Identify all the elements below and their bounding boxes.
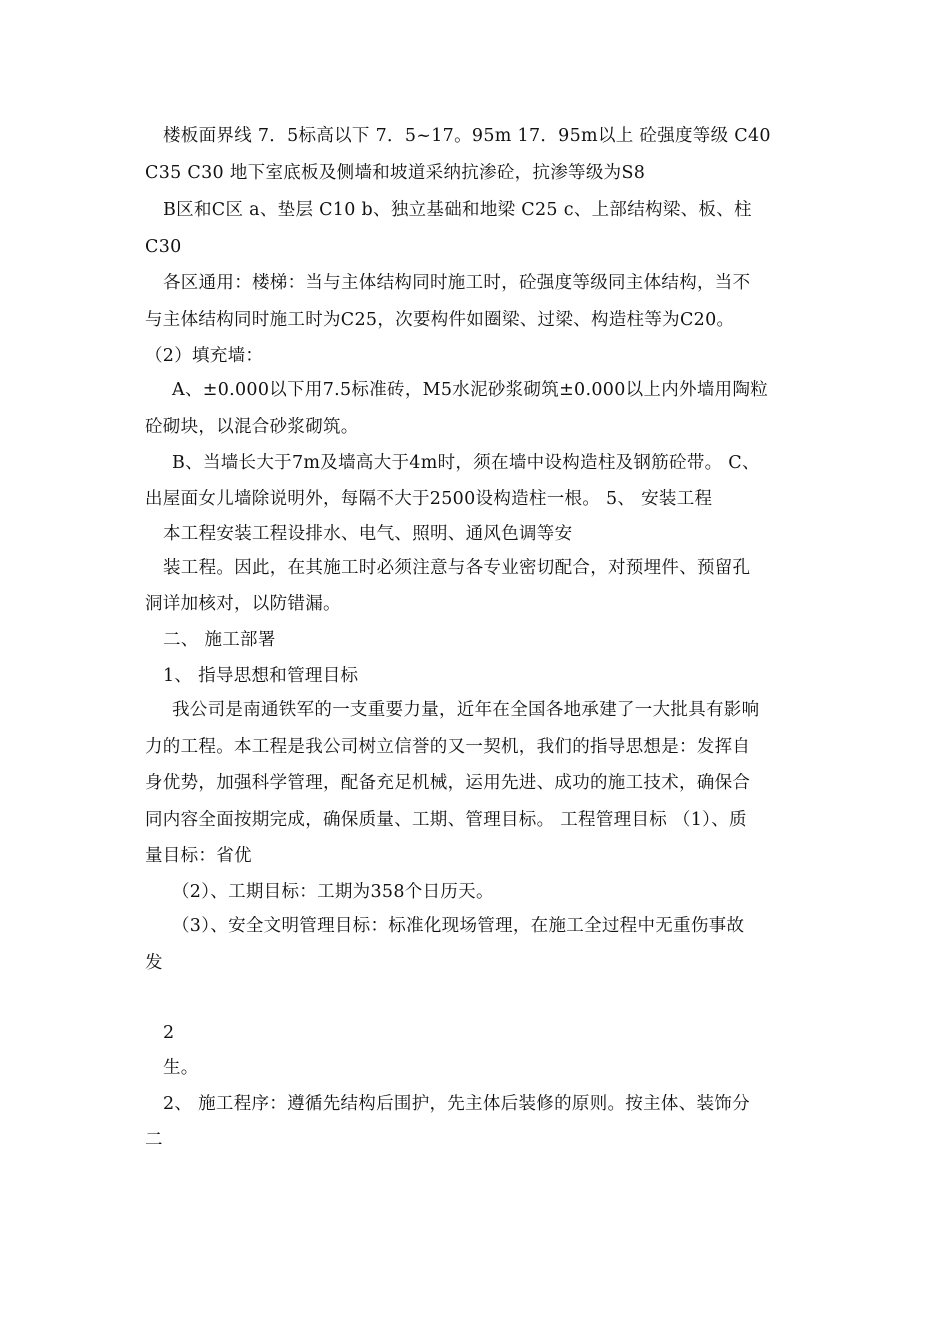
- text-line: 我公司是南通铁军的一支重要力量，近年在全国各地承建了一大批具有影响: [172, 700, 760, 720]
- text-line: 力的工程。本工程是我公司树立信誉的又一契机，我们的指导思想是：发挥自: [145, 737, 751, 757]
- text-line: （2）、工期目标：工期为358个日历天。: [172, 882, 494, 902]
- text-line: C35 C30 地下室底板及侧墙和坡道采纳抗渗砼，抗渗等级为S8: [145, 163, 646, 183]
- text-line: C30: [145, 237, 182, 257]
- text-line: 身优势，加强科学管理，配备充足机械，运用先进、成功的施工技术，确保合: [145, 773, 751, 793]
- text-line: （3）、安全文明管理目标：标准化现场管理，在施工全过程中无重伤事故: [172, 916, 745, 936]
- text-line: 砼砌块，以混合砂浆砌筑。: [145, 417, 359, 437]
- page-number: 2: [163, 1023, 175, 1043]
- text-line: 楼板面界线 7．5标高以下 7．5~17。95m 17．95m以上 砼强度等级 C40: [163, 126, 771, 146]
- text-line: 量目标：省优: [145, 846, 252, 866]
- text-line: B区和C区 a、垫层 C10 b、独立基础和地梁 C25 c、上部结构梁、板、柱: [163, 200, 752, 220]
- text-line: 发: [145, 953, 163, 973]
- text-line: B、当墙长大于7m及墙高大于4m时，须在墙中设构造柱及钢筋砼带。 C、: [172, 453, 760, 473]
- section-heading: 二、 施工部署: [163, 630, 276, 650]
- text-line: 洞详加核对，以防错漏。: [145, 594, 341, 614]
- text-line: 二: [145, 1130, 163, 1150]
- text-line: 装工程。因此，在其施工时必须注意与各专业密切配合，对预埋件、预留孔: [163, 558, 751, 578]
- text-line: 各区通用：楼梯：当与主体结构同时施工时，砼强度等级同主体结构，当不: [163, 273, 751, 293]
- text-line: 本工程安装工程设排水、电气、照明、通风色调等安: [163, 524, 573, 544]
- text-line: 同内容全面按期完成，确保质量、工期、管理目标。 工程管理目标 （1）、质: [145, 810, 747, 830]
- text-line: 2、 施工程序：遵循先结构后围护，先主体后装修的原则。按主体、装饰分: [163, 1094, 750, 1114]
- text-line: 与主体结构同时施工时为C25，次要构件如圈梁、过梁、构造柱等为C20。: [145, 310, 735, 330]
- text-line: 生。: [163, 1058, 199, 1078]
- text-line: （2）填充墙：: [145, 346, 264, 366]
- subsection-heading: 1、 指导思想和管理目标: [163, 666, 359, 686]
- text-line: 出屋面女儿墙除说明外，每隔不大于2500设构造柱一根。 5、 安装工程: [145, 489, 713, 509]
- text-line: A、±0.000以下用7.5标准砖，M5水泥砂浆砌筑±0.000以上内外墙用陶粒: [172, 380, 769, 400]
